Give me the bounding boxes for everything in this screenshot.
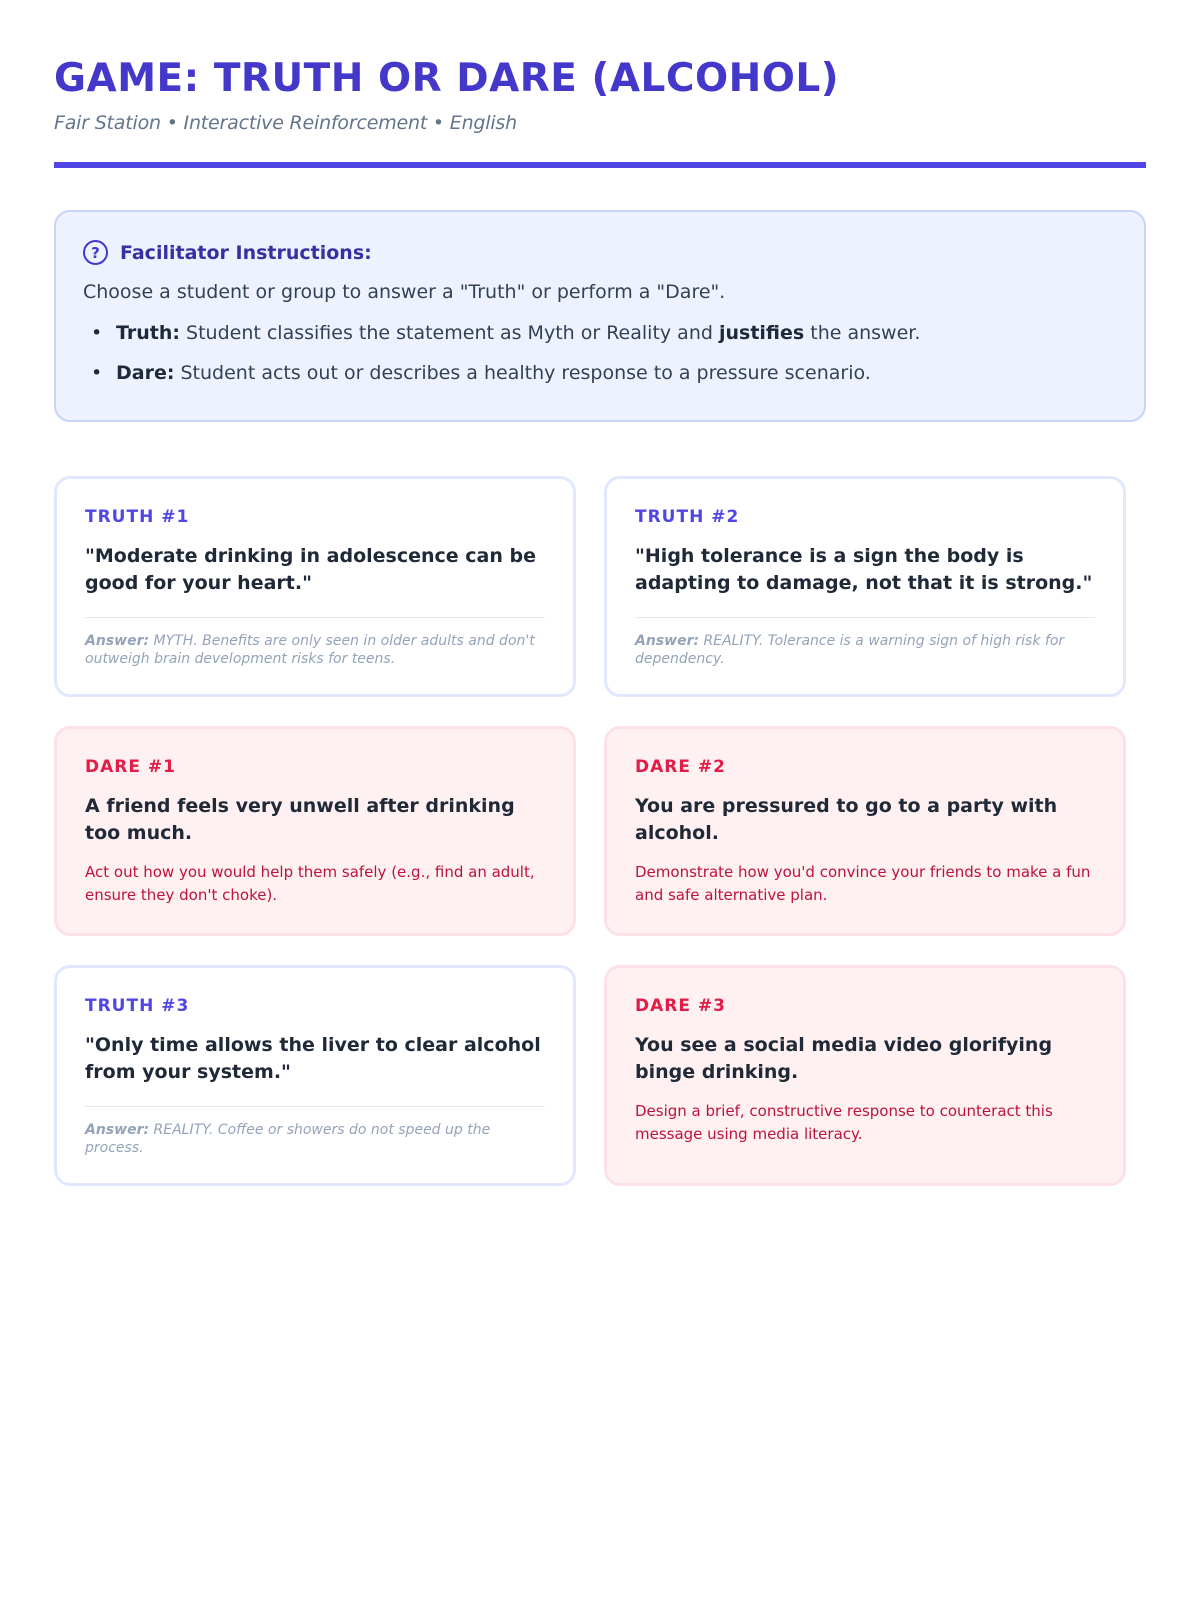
- header-divider: [54, 162, 1146, 168]
- dare-card-1: [54, 726, 576, 936]
- card-divider: [635, 617, 1095, 618]
- truth-card-3: [54, 965, 576, 1186]
- card-answer: [85, 632, 545, 668]
- card-statement: "Moderate drinking in adolescence can be good for your heart.": [85, 545, 537, 594]
- truth-card-2: [604, 476, 1126, 697]
- answer-text: REALITY. Coffee or showers do not speed up the process.: [85, 1122, 491, 1156]
- card-answer: [85, 1121, 545, 1157]
- card-label: DARE #1: [85, 757, 176, 777]
- card-statement: "Only time allows the liver to clear alcohol from your system.": [85, 1034, 541, 1083]
- card-task: Act out how you would help them safely (e.g., find an adult, ensure they don't choke).: [85, 863, 535, 904]
- facilitator-instructions: [54, 210, 1146, 422]
- answer-label: Answer:: [85, 633, 150, 649]
- answer-label: Answer:: [635, 633, 700, 649]
- instructions-item-label: Truth:: [116, 322, 180, 344]
- answer-text: MYTH. Benefits are only seen in older adults and don't outweigh brain development risks for teens.: [85, 633, 535, 667]
- card-answer: [635, 632, 1095, 668]
- card-divider: [85, 617, 545, 618]
- card-divider: [85, 1106, 545, 1107]
- card-statement: A friend feels very unwell after drinking too much.: [85, 795, 515, 844]
- card-statement: You see a social media video glorifying binge drinking.: [635, 1034, 1053, 1083]
- instructions-title: Facilitator Instructions:: [120, 241, 372, 264]
- card-task: Design a brief, constructive response to counteract this message using media literacy.: [635, 1102, 1053, 1143]
- answer-text: REALITY. Tolerance is a warning sign of high risk for dependency.: [635, 633, 1065, 667]
- instructions-item-label: Dare:: [116, 362, 175, 384]
- card-task: Demonstrate how you'd convince your friends to make a fun and safe alternative plan.: [635, 863, 1091, 904]
- page-title: GAME: TRUTH OR DARE (ALCOHOL): [54, 56, 840, 101]
- instructions-header: [83, 240, 1116, 265]
- instructions-item-dare: [116, 361, 1116, 385]
- instructions-item-text: Student acts out or describes a healthy response to a pressure scenario.: [174, 362, 871, 384]
- card-statement: "High tolerance is a sign the body is adapting to damage, not that it is strong.": [635, 545, 1093, 594]
- dare-card-3: [604, 965, 1126, 1186]
- card-statement: You are pressured to go to a party with alcohol.: [635, 795, 1058, 844]
- card-label: DARE #3: [635, 996, 726, 1016]
- dare-card-2: [604, 726, 1126, 936]
- truth-card-1: [54, 476, 576, 697]
- cards-grid: [54, 476, 1146, 1186]
- instructions-item-text: the answer.: [804, 322, 921, 344]
- instructions-item-text: Student classifies the statement as Myth or Reality and: [179, 322, 719, 344]
- instructions-item-emphasis: justifies: [718, 322, 805, 344]
- instructions-list: [83, 321, 1116, 385]
- page-subtitle: Fair Station • Interactive Reinforcement • English: [54, 112, 517, 134]
- instructions-item-truth: [116, 321, 1116, 345]
- card-label: TRUTH #2: [635, 507, 740, 527]
- answer-label: Answer:: [85, 1122, 150, 1138]
- question-circle-icon: ?: [83, 240, 108, 265]
- card-label: DARE #2: [635, 757, 726, 777]
- card-label: TRUTH #3: [85, 996, 190, 1016]
- card-label: TRUTH #1: [85, 507, 190, 527]
- instructions-intro: Choose a student or group to answer a "Truth" or perform a "Dare".: [83, 281, 726, 303]
